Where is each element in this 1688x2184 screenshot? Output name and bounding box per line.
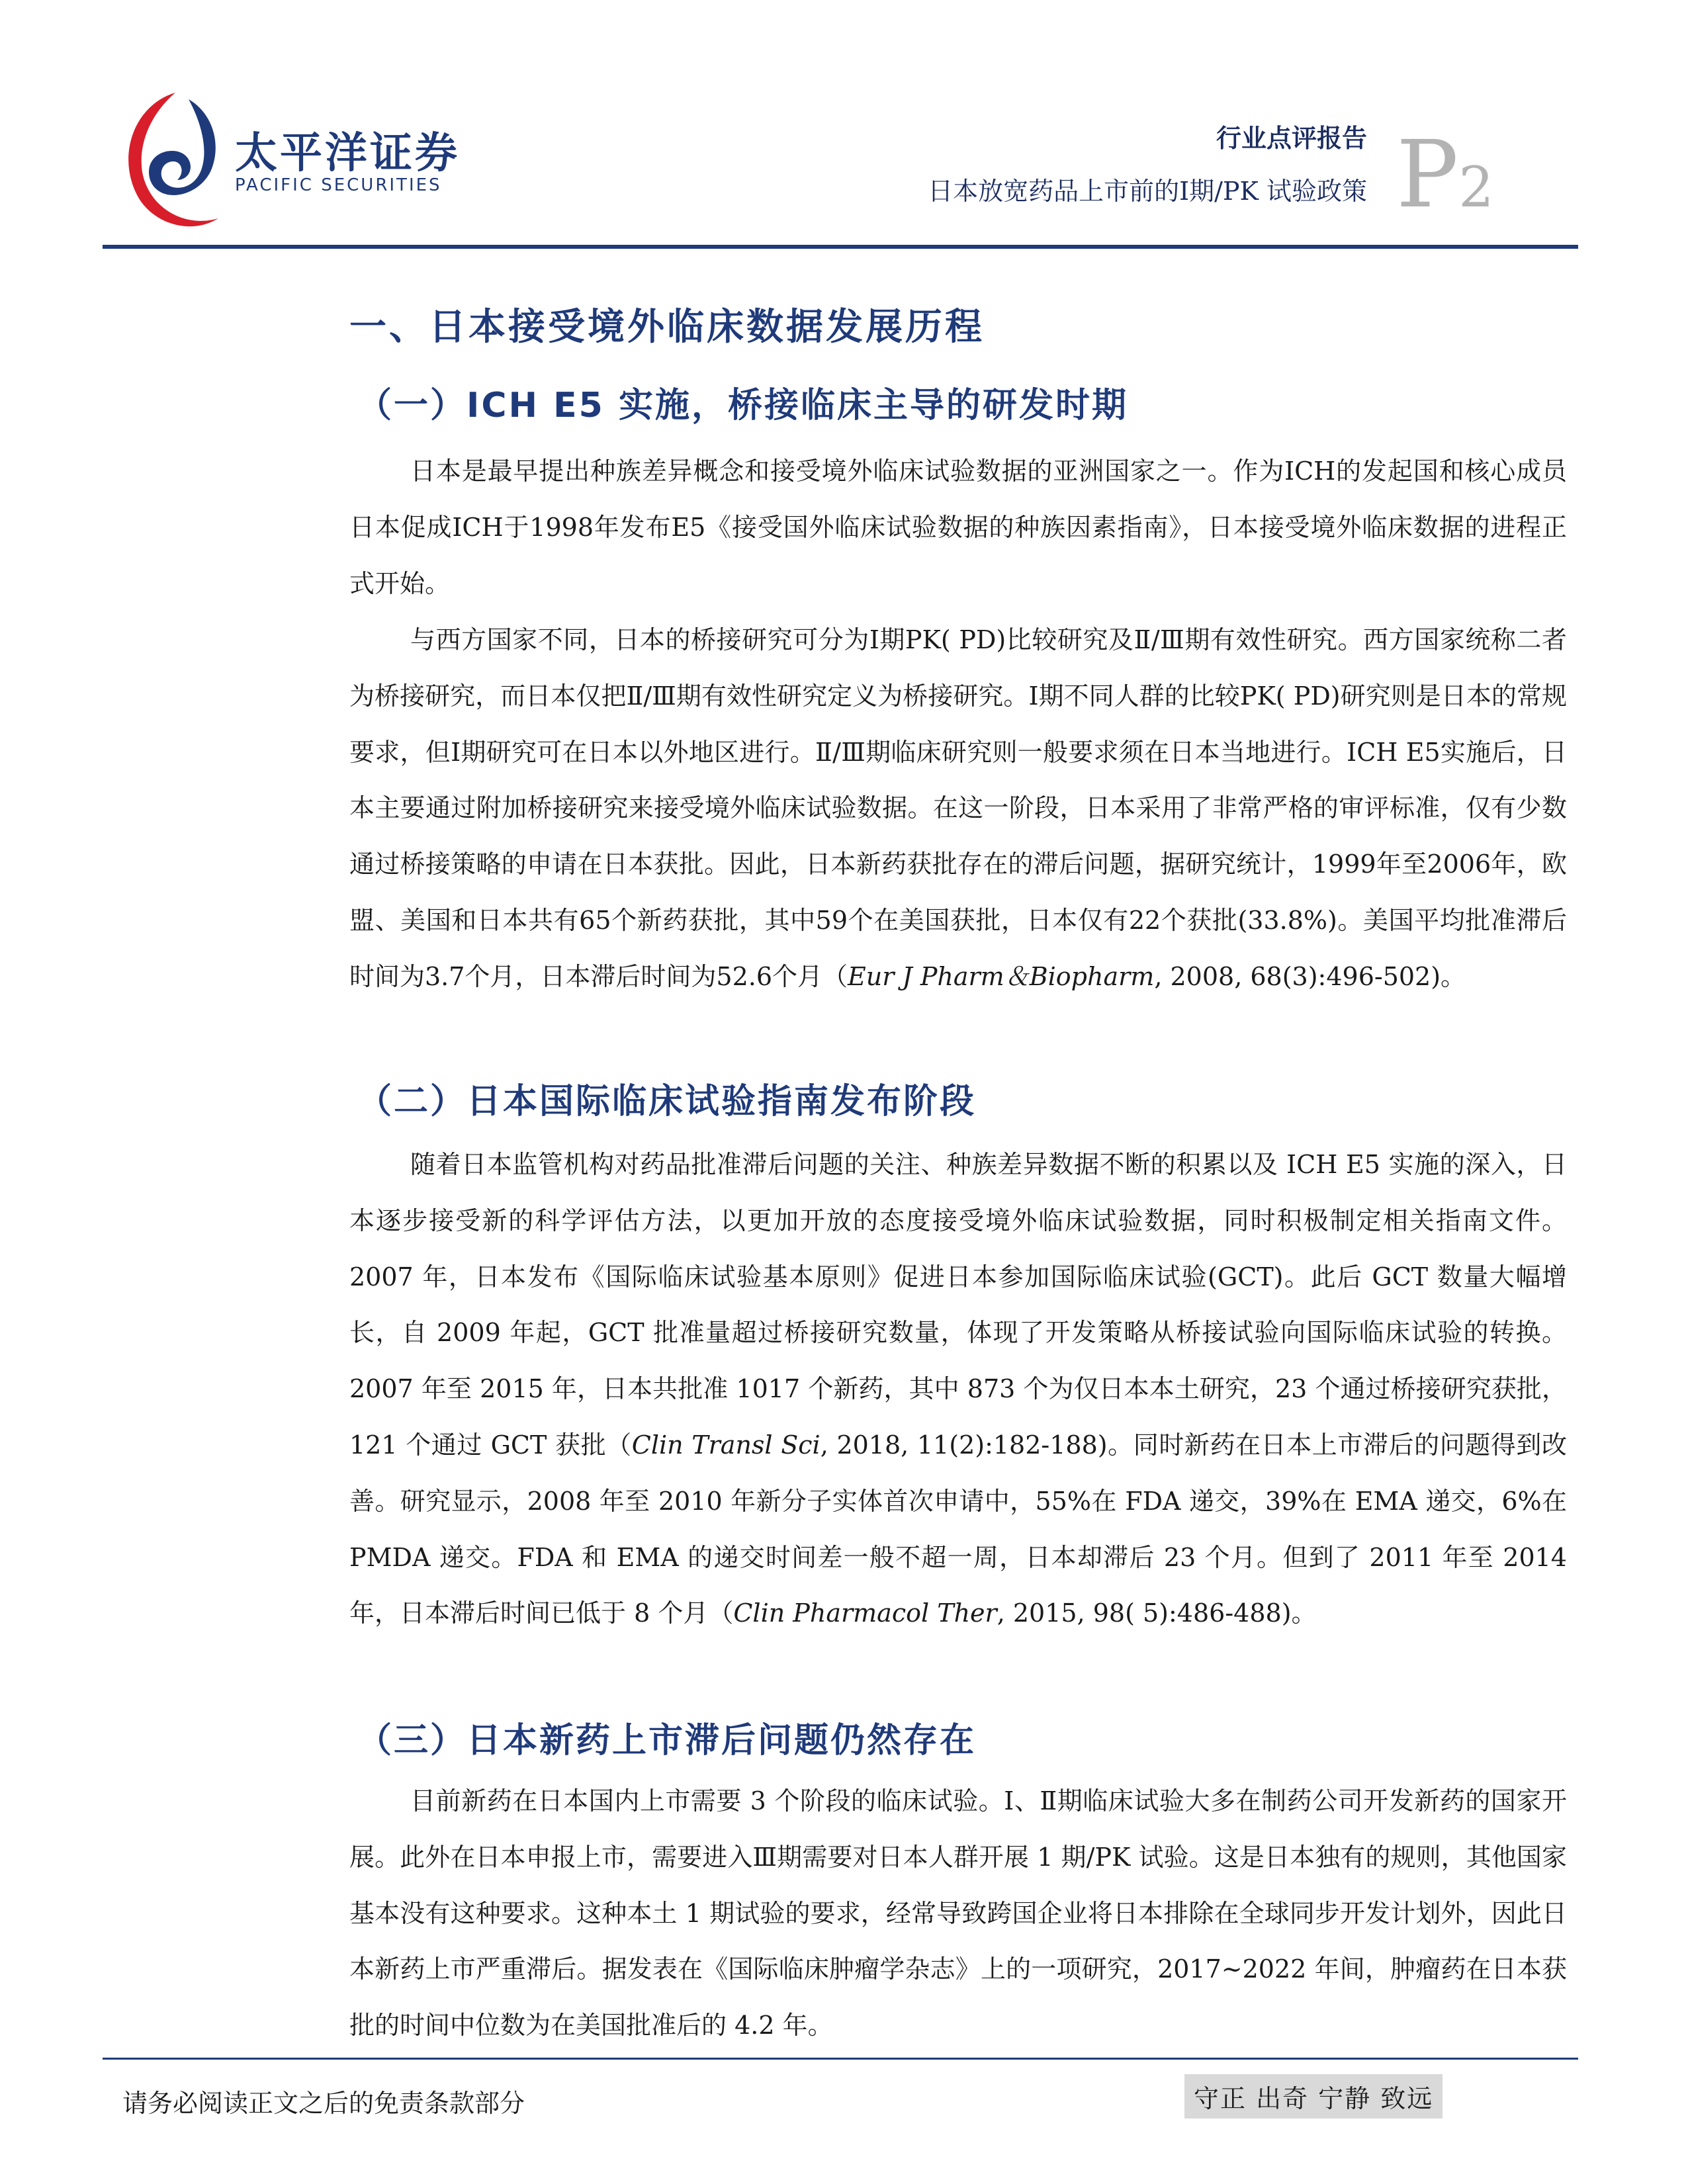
report-title: 日本放宽药品上市前的Ⅰ期/PK 试验政策: [928, 177, 1367, 206]
subsection-heading-2: （二）日本国际临床试验指南发布阶段: [357, 1082, 977, 1121]
brand-name-en: PACIFIC SECURITIES: [235, 175, 442, 195]
paragraph-3-part-c: , 2015, 98( 5):486-488)。: [997, 1598, 1317, 1628]
subsection-heading-1: （一）ICH E5 实施，桥接临床主导的研发时期: [357, 386, 1128, 425]
header-divider: [103, 245, 1578, 249]
brand-name-cn: 太平洋证券: [235, 129, 460, 178]
footer-slogan: 守正 出奇 宁静 致远: [1184, 2074, 1443, 2118]
paragraph-2: [349, 612, 1567, 1005]
report-type: 行业点评报告: [1216, 124, 1367, 153]
subsection-heading-3: （三）日本新药上市滞后问题仍然存在: [357, 1721, 977, 1761]
paragraph-1: 日本是最早提出种族差异概念和接受境外临床试验数据的亚洲国家之一。作为ICH的发起国和核心成员日本促成ICH于1998年发布E5《接受国外临床试验数据的种族因素指南》，日本接受境外临床数据的进程正式开始。: [349, 457, 1567, 598]
citation-clin-transl-sci: Clin Transl Sci: [631, 1430, 821, 1460]
footer-disclaimer: 请务必阅读正文之后的免责条款部分: [122, 2089, 525, 2118]
paragraph-4: 目前新药在日本国内上市需要 3 个阶段的临床试验。Ⅰ、Ⅱ期临床试验大多在制药公司开发新药的国家开展。此外在日本申报上市，需要进入Ⅲ期需要对日本人群开展 1 期/PK 试验。这是日本独有的规则，其他国家基本没有这种要求。这种本土 1 期试验的要求，经常导致跨国企业将日本排除在全球同步开发计划外，因此日本新药上市严重滞后。据发表在《国际临床肿瘤学杂志》上的一项研究，2017~2022 年间，肿瘤药在日本获批的时间中位数为在美国批准后的 4.2 年。: [349, 1786, 1567, 2040]
page-number-value: 2: [1458, 155, 1494, 220]
section-title: 一、日本接受境外临床数据发展历程: [349, 306, 985, 349]
page-label: P: [1396, 121, 1459, 229]
paragraph-3-part-a: 随着日本监管机构对药品批准滞后问题的关注、种族差异数据不断的积累以及 ICH E5 实施的深入，日本逐步接受新的科学评估方法，以更加开放的态度接受境外临床试验数据，同时积极制定相关指南文件。2007 年，日本发布《国际临床试验基本原则》促进日本参加国际临床试验(GCT)。此后 GCT 数量大幅增长，自 2009 年起，GCT 批准量超过桥接研究数量，体现了开发策略从桥接试验向国际临床试验的转换。2007 年至 2015 年，日本共批准 1017 个新药，其中 873 个为仅日本本土研究，23 个通过桥接研究获批，121 个通过 GCT 获批（: [349, 1150, 1567, 1460]
pacific-securities-logo-icon: [112, 86, 225, 238]
footer-divider: [103, 2058, 1578, 2060]
company-logo: [112, 86, 460, 258]
paragraph-2-tail: , 2008, 68(3):496-502)。: [1154, 961, 1466, 991]
page-number: [1396, 121, 1494, 229]
paragraph-3: [349, 1137, 1567, 1641]
citation-eur-j-pharm: Eur J Pharm＆Biopharm: [848, 961, 1155, 991]
paragraph-2-text: 与西方国家不同，日本的桥接研究可分为Ⅰ期PK( PD)比较研究及Ⅱ/Ⅲ期有效性研究。西方国家统称二者为桥接研究，而日本仅把Ⅱ/Ⅲ期有效性研究定义为桥接研究。Ⅰ期不同人群的比较PK( PD)研究则是日本的常规要求，但Ⅰ期研究可在日本以外地区进行。Ⅱ/Ⅲ期临床研究则一般要求须在日本当地进行。ICH E5实施后，日本主要通过附加桥接研究来接受境外临床试验数据。在这一阶段，日本采用了非常严格的审评标准，仅有少数通过桥接策略的申请在日本获批。因此，日本新药获批存在的滞后问题，据研究统计，1999年至2006年，欧盟、美国和日本共有65个新药获批，其中59个在美国获批，日本仅有22个获批(33.8%)。美国平均批准滞后时间为3.7个月，日本滞后时间为52.6个月（: [349, 625, 1567, 991]
paragraph-3-part-b: , 2018, 11(2):182-188)。同时新药在日本上市滞后的问题得到改善。研究显示，2008 年至 2010 年新分子实体首次申请中，55%在 FDA 递交，39%在 EMA 递交，6%在 PMDA 递交。FDA 和 EMA 的递交时间差一般不超一周，日本却滞后 23 个月。但到了 2011 年至 2014 年，日本滞后时间已低于 8 个月（: [349, 1430, 1568, 1628]
citation-clin-pharmacol-ther: Clin Pharmacol Ther: [733, 1598, 997, 1628]
